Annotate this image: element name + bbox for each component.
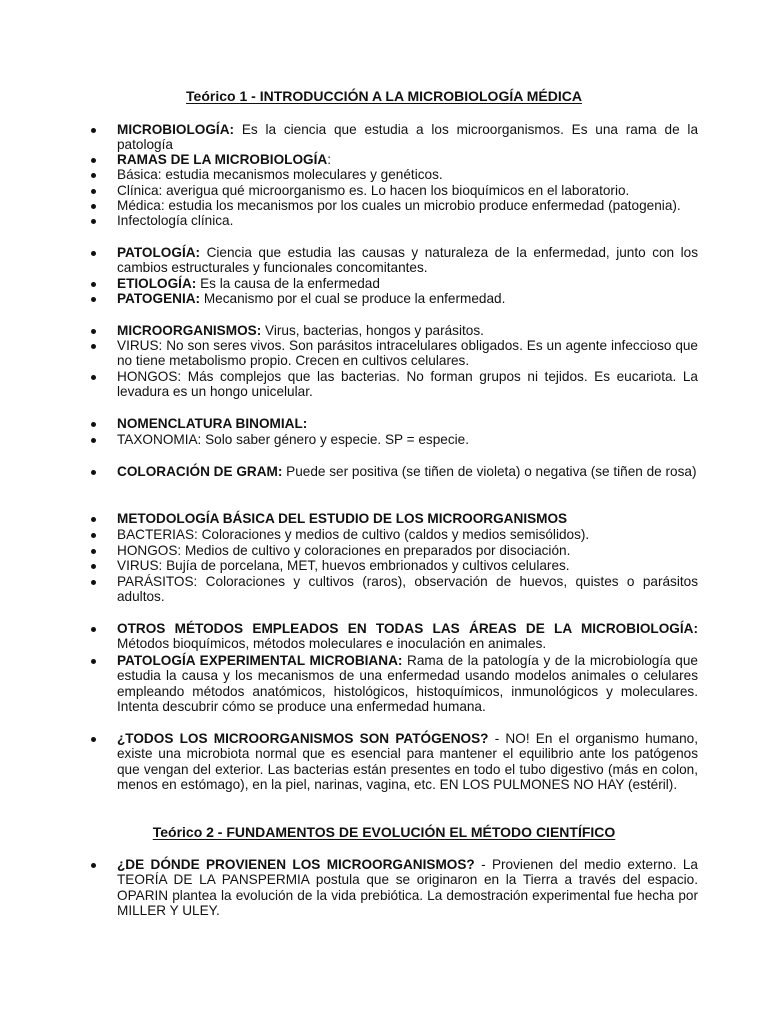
list-item xyxy=(91,198,698,213)
list-item xyxy=(91,213,698,228)
item-text: Es la ciencia que estudia a los microorganismos. Es una rama de la patología xyxy=(117,122,698,153)
bullet-icon xyxy=(91,297,96,302)
bullet-icon xyxy=(91,564,96,569)
list-item xyxy=(91,527,698,542)
item-text: Básica: estudia mecanismos moleculares y genéticos. xyxy=(117,167,443,182)
bullet-icon xyxy=(91,219,96,224)
item-text: Es la causa de la enfermedad xyxy=(196,276,380,291)
list-item xyxy=(91,276,698,291)
list-item xyxy=(91,543,698,558)
list-item xyxy=(91,167,698,182)
item-label: COLORACIÓN DE GRAM: xyxy=(117,464,283,479)
list-item xyxy=(91,183,698,198)
list-item xyxy=(91,558,698,573)
list-item xyxy=(91,152,698,167)
item-label: ETIOLOGÍA: xyxy=(117,276,197,291)
list-item xyxy=(91,122,698,153)
item-text: VIRUS: No son seres vivos. Son parásitos intracelulares obligados. Es un agente infeccioso que no tiene metabolismo propio. Crecen en cultivos celulares. xyxy=(117,338,698,369)
item-text: VIRUS: Bujía de porcelana, MET, huevos embrionados y cultivos celulares. xyxy=(117,558,570,573)
item-text: - NO! En el organismo humano, existe una microbiota normal que es esencial para mantener el equilibrio ante los patógenos que vengan del exterior. Las bacterias están presentes en todo el tubo digestivo (más en colon, menos en estómago), en la piel, narinas, vagina, etc. EN LOS PULMONES NO HAY (estéril). xyxy=(117,731,698,793)
item-text: Métodos bioquímicos, métodos moleculares e inoculación en animales. xyxy=(117,636,547,652)
bullet-icon xyxy=(91,282,96,287)
list-item xyxy=(91,621,698,652)
bullet-icon xyxy=(91,659,96,664)
bullet-icon xyxy=(91,580,96,585)
list-item xyxy=(91,291,698,306)
list-item xyxy=(91,857,698,919)
item-label: ¿DE DÓNDE PROVIENEN LOS MICROORGANISMOS? xyxy=(117,857,475,872)
list-item xyxy=(91,245,698,276)
item-text: Virus, bacterias, hongos y parásitos. xyxy=(261,323,484,338)
bullet-icon xyxy=(91,422,96,427)
bullet-icon xyxy=(91,189,96,194)
list-item xyxy=(91,574,698,605)
bullet-icon xyxy=(91,375,96,380)
list-item xyxy=(91,416,698,431)
item-text: Ciencia que estudia las causas y naturaleza de la enfermedad, junto con los cambios estructurales y funcionales concomitantes. xyxy=(117,245,698,276)
list-item xyxy=(91,653,698,715)
bullet-icon xyxy=(91,344,96,349)
bullet-icon xyxy=(91,470,96,475)
section-1-title: Teórico 1 - INTRODUCCIÓN A LA MICROBIOLOGÍA MÉDICA xyxy=(186,88,582,104)
item-text: PARÁSITOS: Coloraciones y cultivos (raros), observación de huevos, quistes o parásitos adultos. xyxy=(117,574,698,605)
item-label: OTROS MÉTODOS EMPLEADOS EN TODAS LAS ÁREAS DE LA MICROBIOLOGÍA: xyxy=(117,621,698,636)
list-item xyxy=(91,369,698,400)
item-label: PATOGENIA: xyxy=(117,291,201,306)
item-label: ¿TODOS LOS MICROORGANISMOS SON PATÓGENOS? xyxy=(117,731,489,746)
item-text: BACTERIAS: Coloraciones y medios de cultivo (caldos y medios semisólidos). xyxy=(117,527,590,542)
item-text: Clínica: averigua qué microorganismo es. Lo hacen los bioquímicos en el laboratorio. xyxy=(117,183,630,198)
bullet-icon xyxy=(91,737,96,742)
item-text: Mecanismo por el cual se produce la enfermedad. xyxy=(200,291,506,306)
section-2-title: Teórico 2 - FUNDAMENTOS DE EVOLUCIÓN EL MÉTODO CIENTÍFICO xyxy=(152,824,616,840)
item-text: - Provienen del medio externo. La TEORÍA DE LA PANSPERMIA postula que se originaron en la Tierra a través del espacio. OPARIN plantea la evolución de la vida prebiótica. La demostración experimental fue hecha por MILLER Y ULEY. xyxy=(117,857,698,919)
list-item xyxy=(91,323,698,338)
bullet-icon xyxy=(91,863,96,868)
bullet-icon xyxy=(91,158,96,163)
list-item xyxy=(91,338,698,369)
item-text: HONGOS: Más complejos que las bacterias. No forman grupos ni tejidos. Es eucariota. La levadura es un hongo unicelular. xyxy=(117,369,698,400)
item-label: PATOLOGÍA EXPERIMENTAL MICROBIANA: xyxy=(117,653,403,668)
item-text: : xyxy=(327,152,331,167)
item-label: MICROORGANISMOS: xyxy=(117,323,262,338)
item-text: Puede ser positiva (se tiñen de violeta) o negativa (se tiñen de rosa) xyxy=(282,464,697,479)
bullet-icon xyxy=(91,533,96,538)
item-label: PATOLOGÍA: xyxy=(117,245,201,260)
item-text: Infectología clínica. xyxy=(117,213,234,228)
item-text: HONGOS: Medios de cultivo y coloraciones en preparados por disociación. xyxy=(117,543,571,558)
item-label: MICROBIOLOGÍA: xyxy=(117,122,235,137)
list-item xyxy=(91,464,698,479)
list-item xyxy=(91,731,698,793)
item-label: RAMAS DE LA MICROBIOLOGÍA xyxy=(117,152,328,167)
bullet-icon xyxy=(91,438,96,443)
bullet-icon xyxy=(91,251,96,256)
item-label: NOMENCLATURA BINOMIAL: xyxy=(117,416,308,431)
bullet-icon xyxy=(91,173,96,178)
bullet-icon xyxy=(91,128,96,133)
bullet-icon xyxy=(91,627,96,632)
item-text: Rama de la patología y de la microbiología que estudia la causa y los mecanismos de una enfermedad usando modelos animales o celulares empleando métodos anatómicos, histológicos, histoquímicos, inmunológicos y moleculares. Intenta descubrir cómo se produce una enfermedad humana. xyxy=(117,653,698,715)
list-item xyxy=(91,432,698,447)
bullet-icon xyxy=(91,204,96,209)
bullet-icon xyxy=(91,549,96,554)
item-text: Médica: estudia los mecanismos por los cuales un microbio produce enfermedad (patogenia). xyxy=(117,198,681,213)
list-item xyxy=(91,511,698,526)
bullet-icon xyxy=(91,517,96,522)
item-label: METODOLOGÍA BÁSICA DEL ESTUDIO DE LOS MICROORGANISMOS xyxy=(117,511,568,526)
bullet-icon xyxy=(91,329,96,334)
item-text: TAXONOMIA: Solo saber género y especie. SP = especie. xyxy=(117,432,469,447)
